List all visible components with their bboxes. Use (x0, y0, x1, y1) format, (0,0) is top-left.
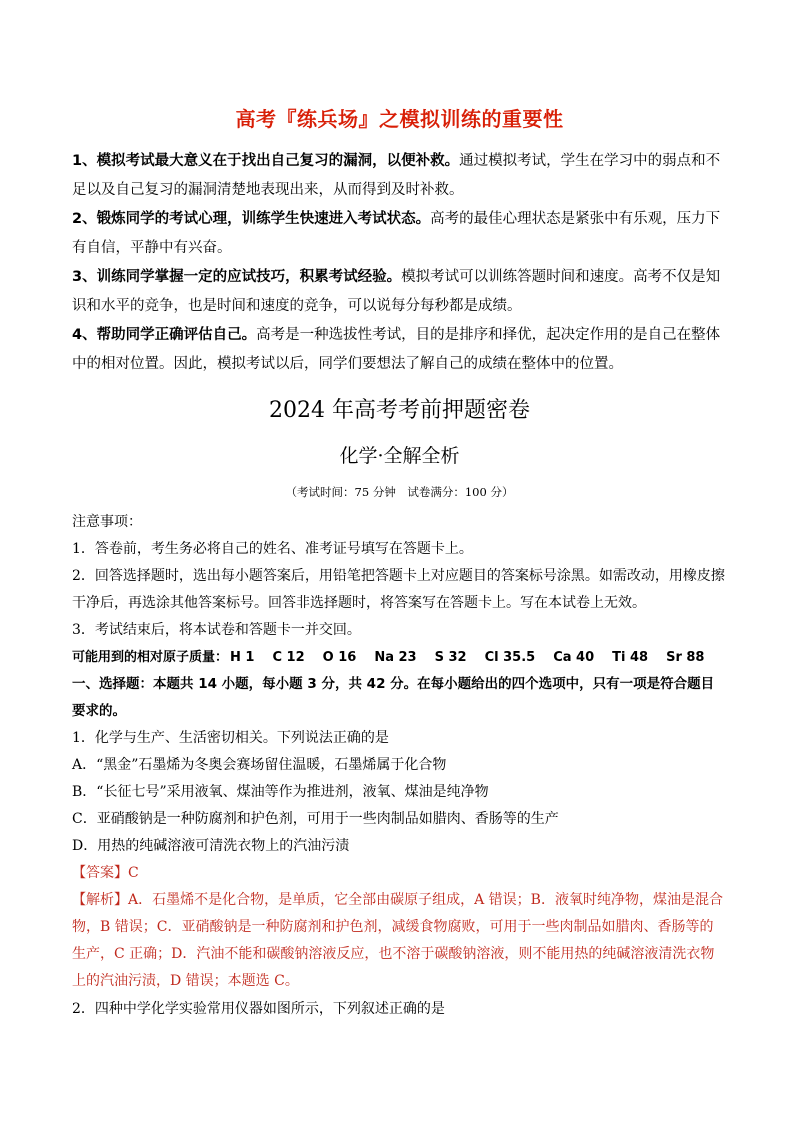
answer-label: 【答案】 (72, 865, 128, 881)
atomic-mass-item: O 16 (322, 650, 357, 665)
exam-info: （考试时间：75 分钟 试卷满分：100 分） (285, 485, 514, 499)
atomic-mass-item: Sr 88 (666, 650, 705, 665)
q1-answer (72, 860, 727, 887)
q2-stem: 2．四种中学化学实验常用仪器如图所示，下列叙述正确的是 (72, 1001, 445, 1017)
atomic-mass-item: Na 23 (374, 650, 417, 665)
banner-title: 高考『练兵场』之模拟训练的重要性 (235, 107, 564, 131)
atomic-mass-item: C 12 (272, 650, 305, 665)
tip-4-text: 高考是一种选拔性考试，目的是排序和择优，起决定作用的是自己在整体中的相对位置。因此，模拟考试以后，同学们要想法了解自己的成绩在整体中的位置。 (72, 327, 721, 372)
section-heading: 一、选择题：本题共 14 小题，每小题 3 分，共 42 分。在每小题给出的四个选项中，只有一项是符合题目要求的。 (72, 676, 715, 719)
atomic-mass-item: Cl 35.5 (484, 650, 536, 665)
tip-1-bold: 1、模拟考试最大意义在于找出自己复习的漏洞，以便补救。 (72, 153, 460, 169)
atomic-mass-item: Ca 40 (553, 650, 595, 665)
answer-value: C (128, 865, 139, 881)
tip-2-text: 高考的最佳心理状态是紧张中有乐观，压力下有自信，平静中有兴奋。 (72, 211, 721, 256)
exam-subtitle: 化学·全解全析 (339, 445, 460, 467)
q1-option-d: D．用热的纯碱溶液可清洗衣物上的汽油污渍 (72, 838, 350, 854)
analysis-text: A．石墨烯不是化合物，是单质，它全部由碳原子组成，A 错误；B．液氧时纯净物，煤油是混合物，B 错误；C．亚硝酸钠是一种防腐剂和护色剂，减缓食物腐败，可用于一些肉制品如腊肉、香肠等的生产，C 正确；D．汽油不能和碳酸钠溶液反应，也不溶于碳酸钠溶液，则不能用热的纯碱溶液清洗衣物上的汽油污渍，D 错误；本题选 C。 (72, 892, 723, 989)
q1-stem: 1．化学与生产、生活密切相关。下列说法正确的是 (72, 730, 389, 746)
tip-3-bold: 3、训练同学掌握一定的应试技巧，积累考试经验。 (72, 269, 402, 285)
analysis-label: 【解析】 (72, 892, 128, 908)
q1-analysis (72, 887, 727, 995)
tip-2 (72, 205, 727, 263)
tip-3 (72, 263, 727, 321)
tip-2-bold: 2、锻炼同学的考试心理，训练学生快速进入考试状态。 (72, 211, 431, 227)
q1-option-b: B．“长征七号”采用液氧、煤油等作为推进剂，液氧、煤油是纯净物 (72, 784, 489, 800)
notice-heading: 注意事项： (72, 514, 142, 530)
tip-4-bold: 4、帮助同学正确评估自己。 (72, 327, 257, 343)
atomic-mass-item: Ti 48 (612, 650, 649, 665)
tip-3-text: 模拟考试可以训练答题时间和速度。高考不仅是知识和水平的竞争，也是时间和速度的竞争，可以说每分每秒都是成绩。 (72, 269, 721, 314)
atomic-mass-item: H 1 (230, 650, 255, 665)
tip-1 (72, 147, 727, 205)
atomic-mass-item: S 32 (434, 650, 467, 665)
q1-option-c: C．亚硝酸钠是一种防腐剂和护色剂，可用于一些肉制品如腊肉、香肠等的生产 (72, 811, 559, 827)
atomic-masses (72, 644, 727, 671)
atomic-masses-label: 可能用到的相对原子质量： (72, 650, 229, 665)
tip-4 (72, 321, 727, 379)
exam-title: 2024 年高考考前押题密卷 (269, 398, 530, 423)
tip-1-text: 通过模拟考试，学生在学习中的弱点和不足以及自己复习的漏洞清楚地表现出来，从而得到及时补救。 (72, 153, 721, 198)
notice-item-1: 1．答卷前，考生务必将自己的姓名、准考证号填写在答题卡上。 (72, 541, 473, 557)
notice-item-3: 3．考试结束后，将本试卷和答题卡一并交回。 (72, 622, 361, 638)
q1-option-a: A．“黑金”石墨烯为冬奥会赛场留住温暖，石墨烯属于化合物 (72, 757, 447, 773)
notice-item-2: 2．回答选择题时，选出每小题答案后，用铅笔把答题卡上对应题目的答案标号涂黑。如需改动，用橡皮擦干净后，再选涂其他答案标号。回答非选择题时，将答案写在答题卡上。写在本试卷上无效。 (72, 568, 725, 611)
